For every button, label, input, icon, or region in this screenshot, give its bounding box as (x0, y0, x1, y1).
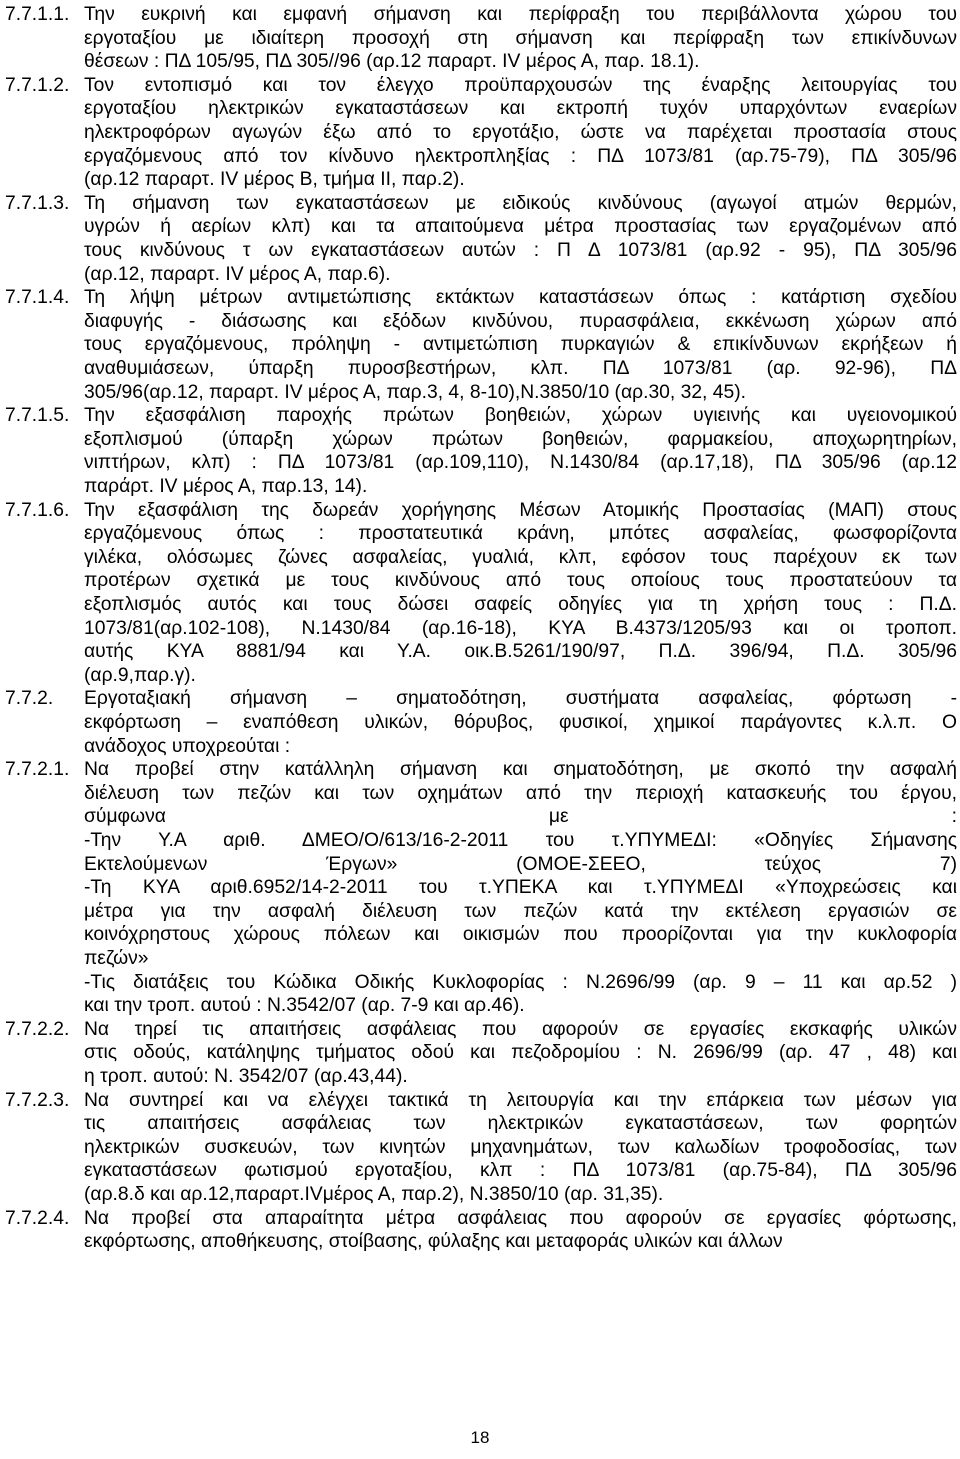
paragraph-text (84, 286, 957, 404)
numbered-paragraph (5, 286, 957, 404)
text-line: θέσεων : ΠΔ 105/95, ΠΔ 305//96 (αρ.12 παραρτ. IV μέρος Α, παρ. 18.1). (84, 51, 700, 73)
text-line: 1073/81(αρ.102-108), Ν.1430/84 (αρ.16-18), ΚΥΑ Β.4373/1205/93 και οι τροποπ. (84, 617, 957, 639)
text-line: εργοταξίου ηλεκτρικών εγκαταστάσεων και εκτροπή τυχόν υπαρχόντων εναερίων (84, 98, 957, 120)
paragraph-text (84, 3, 957, 74)
paragraph-number: 7.7.2.3. (5, 1089, 70, 1111)
text-line: Τη λήψη μέτρων αντιμετώπισης εκτάκτων καταστάσεων όπως : κατάρτιση σχεδίου (84, 287, 957, 309)
text-line: εγκαταστάσεων φωτισμού εργοταξίου, κλπ : ΠΔ 1073/81 (αρ.75-84), ΠΔ 305/96 (84, 1160, 957, 1182)
text-line: εκφόρτωσης, αποθήκευσης, στοίβασης, φύλαξης και μεταφοράς υλικών και άλλων (84, 1231, 783, 1253)
text-line: εκφόρτωση – εναπόθεση υλικών, θόρυβος, φυσικοί, χημικοί παράγοντες κ.λ.π. Ο (84, 711, 957, 733)
text-line: διαφυγής - διάσωσης και εξόδων κινδύνου, πυρασφάλεια, εκκένωση χώρων από (84, 310, 957, 332)
paragraph-text (84, 1018, 957, 1089)
text-line: η τροπ. αυτού: Ν. 3542/07 (αρ.43,44). (84, 1065, 408, 1087)
paragraph-text (84, 404, 957, 498)
paragraph-number: 7.7.1.2. (5, 74, 70, 96)
text-line: Τη σήμανση των εγκαταστάσεων με ειδικούς κινδύνους (αγωγοί ατμών θερμών, (84, 192, 957, 214)
paragraph-number: 7.7.1.1. (5, 4, 70, 25)
numbered-paragraph (5, 1018, 957, 1089)
paragraph-text (84, 1089, 957, 1207)
numbered-paragraph (5, 758, 957, 1018)
paragraph-text (84, 192, 957, 286)
text-line: (αρ.8.δ και αρ.12,παραρτ.IVμέρος Α, παρ.2), Ν.3850/10 (αρ. 31,35). (84, 1183, 664, 1205)
text-line: τους εργαζόμενους, πρόληψη - αντιμετώπιση πυρκαγιών & επικίνδυνων εκρήξεων ή (84, 334, 957, 356)
text-line: Τον εντοπισμό και τον έλεγχο προϋπαρχουσών της έναρξης λειτουργίας του (84, 74, 957, 96)
numbered-paragraph (5, 1089, 957, 1207)
text-line: Εκτελούμενων Έργων» (ΟΜΟΕ-ΣΕΕΟ, τεύχος 7) (84, 853, 957, 875)
text-line: -Τις διατάξεις του Κώδικα Οδικής Κυκλοφορίας : Ν.2696/99 (αρ. 9 – 11 και αρ.52 ) (84, 971, 957, 993)
text-line: Να προβεί στα απαραίτητα μέτρα ασφάλειας που αφορούν σε εργασίες φόρτωσης, (84, 1207, 957, 1229)
text-line: Την εξασφάλιση παροχής πρώτων βοηθειών, χώρων υγιεινής και υγειονομικού (84, 405, 957, 427)
paragraph-number: 7.7.2.2. (5, 1018, 70, 1040)
text-line: παράρτ. IV μέρος Α, παρ.13, 14). (84, 475, 368, 497)
paragraph-text (84, 499, 957, 688)
paragraph-number: 7.7.1.5. (5, 405, 70, 427)
paragraph-number: 7.7.2.1. (5, 759, 70, 781)
text-line: ηλεκτροφόρων αγωγών έξω από το εργοτάξιο, ώστε να παρέχεται προστασία στους (84, 121, 957, 143)
text-line: κοινόχρηστους χώρους πόλεων και οικισμών που προορίζονται για την κυκλοφορία (84, 924, 957, 946)
numbered-paragraph (5, 499, 957, 688)
paragraph-number: 7.7.2.4. (5, 1207, 70, 1229)
text-line: εργοταξίου με ιδιαίτερη προσοχή στη σήμανση και περίφραξη των επικίνδυνων (84, 27, 957, 49)
text-line: τις απαιτήσεις ασφάλειας των ηλεκτρικών εγκαταστάσεων, των φορητών (84, 1113, 957, 1135)
numbered-paragraph (5, 74, 957, 192)
numbered-paragraph (5, 3, 957, 74)
numbered-paragraph (5, 192, 957, 286)
text-line: Την εξασφάλιση της δωρεάν χορήγησης Μέσων Ατομικής Προστασίας (ΜΑΠ) στους (84, 499, 957, 521)
text-line: αυτής ΚΥΑ 8881/94 και Υ.Α. οικ.Β.5261/190/97, Π.Δ. 396/94, Π.Δ. 305/96 (84, 641, 957, 663)
numbered-paragraph (5, 1207, 957, 1254)
text-line: αναθυμιάσεων, ύπαρξη πυροσβεστήρων, κλπ. ΠΔ 1073/81 (αρ. 92-96), ΠΔ (84, 357, 957, 379)
text-line: νιπτήρων, κλπ) : ΠΔ 1073/81 (αρ.109,110), Ν.1430/84 (αρ.17,18), ΠΔ 305/96 (αρ.12 (84, 452, 957, 474)
paragraph-number: 7.7.1.4. (5, 287, 70, 309)
page-number: 18 (470, 1428, 490, 1447)
text-line: σύμφωνα με : (84, 806, 957, 828)
paragraph-text (84, 74, 957, 192)
text-line: 305/96(αρ.12, παραρτ. IV μέρος Α, παρ.3, 4, 8-10),Ν.3850/10 (αρ.30, 32, 45). (84, 381, 746, 403)
text-line: Να συντηρεί και να ελέγχει τακτικά τη λειτουργία και την επάρκεια των μέσων για (84, 1089, 957, 1111)
text-line: -Τη ΚΥΑ αριθ.6952/14-2-2011 του τ.ΥΠΕΚΑ και τ.ΥΠΥΜΕΔΙ «Υποχρεώσεις και (84, 877, 957, 899)
numbered-paragraph (5, 687, 957, 758)
text-line: υγρών ή αερίων κλπ) και τα απαιτούμενα μέτρα προστασίας των εργαζομένων από (84, 216, 957, 238)
text-line: (αρ.9,παρ.γ). (84, 664, 196, 686)
paragraph-text (84, 758, 957, 1018)
text-line: τους κινδύνους τ ων εγκαταστάσεων αυτών : Π Δ 1073/81 (αρ.92 - 95), ΠΔ 305/96 (84, 239, 957, 261)
text-line: εργαζόμενους όπως : προστατευτικά κράνη, μπότες ασφαλείας, φωσφορίζοντα (84, 523, 957, 545)
text-line: Την ευκρινή και εμφανή σήμανση και περίφραξη του περιβάλλοντα χώρου του (84, 4, 957, 25)
text-line: (αρ.12 παραρτ. IV μέρος Β, τμήμα ΙΙ, παρ.2). (84, 169, 465, 191)
text-line: Να τηρεί τις απαιτήσεις ασφάλειας που αφορούν σε εργασίες εκσκαφής υλικών (84, 1018, 957, 1040)
text-line: -Την Υ.Α αριθ. ΔΜΕΟ/Ο/613/16-2-2011 του τ.ΥΠΥΜΕΔΙ: «Οδηγίες Σήμανσης (84, 829, 957, 851)
text-line: μέτρα για την ασφαλή διέλευση των πεζών κατά την εκτέλεση εργασιών σε (84, 900, 957, 922)
text-line: εξοπλισμός αυτός και τους δώσει σαφείς οδηγίες για τη χρήση τους : Π.Δ. (84, 593, 957, 615)
text-line: και την τροπ. αυτού : Ν.3542/07 (αρ. 7-9 και αρ.46). (84, 995, 525, 1017)
text-line: (αρ.12, παραρτ. IV μέρος Α, παρ.6). (84, 263, 391, 285)
paragraph-number: 7.7.1.6. (5, 499, 70, 521)
text-line: ανάδοχος υποχρεούται : (84, 735, 291, 757)
text-line: Εργοταξιακή σήμανση – σηματοδότηση, συστήματα ασφαλείας, φόρτωση - (84, 688, 957, 710)
text-line: γιλέκα, ολόσωμες ζώνες ασφαλείας, γυαλιά, κλπ, εφόσον τους παρέχουν εκ των (84, 546, 957, 568)
text-line: Να προβεί στην κατάλληλη σήμανση και σηματοδότηση, με σκοπό την ασφαλή (84, 759, 957, 781)
text-line: πεζών» (84, 947, 149, 969)
text-line: διέλευση των πεζών και των οχημάτων από την περιοχή κατασκευής του έργου, (84, 782, 957, 804)
paragraph-text (84, 1207, 957, 1254)
text-line: εξοπλισμού (ύπαρξη χώρων πρώτων βοηθειών, φαρμακείου, αποχωρητηρίων, (84, 428, 957, 450)
paragraph-text (84, 687, 957, 758)
text-line: ηλεκτρικών συσκευών, των κινητών μηχανημάτων, των καλωδίων τροφοδοσίας, των (84, 1136, 957, 1158)
text-line: προτέρων σχετικά με τους κινδύνους από τους οποίους τους προστατεύουν τα (84, 570, 957, 592)
text-line: εργαζόμενους από τον κίνδυνο ηλεκτροπληξίας : ΠΔ 1073/81 (αρ.75-79), ΠΔ 305/96 (84, 145, 957, 167)
paragraph-number: 7.7.2. (5, 688, 54, 710)
text-line: στις οδούς, κατάληψης τμήματος οδού και πεζοδρομίου : Ν. 2696/99 (αρ. 47 , 48) και (84, 1042, 957, 1064)
paragraph-number: 7.7.1.3. (5, 192, 70, 214)
numbered-paragraph (5, 404, 957, 498)
